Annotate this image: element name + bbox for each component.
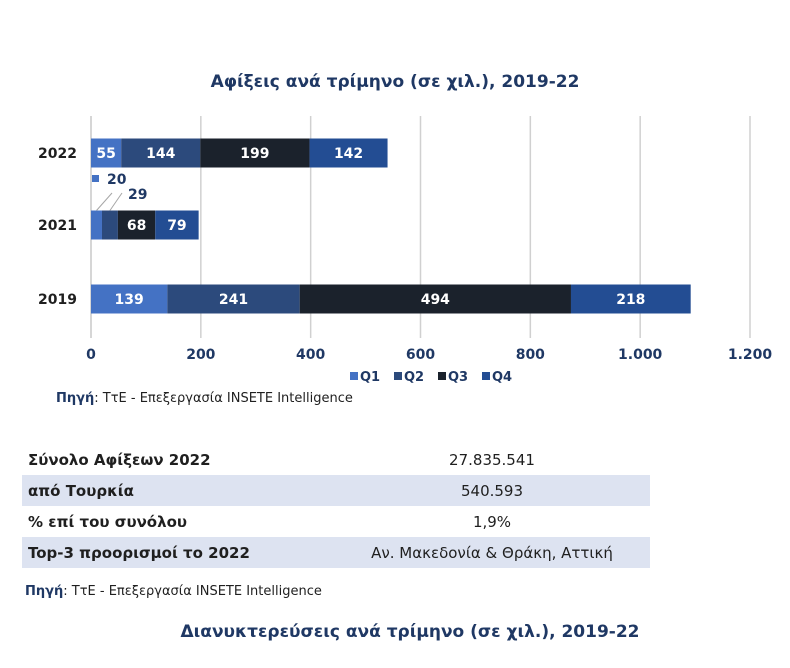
x-tick-label: 600 — [405, 347, 436, 363]
x-tick-label: 200 — [186, 347, 216, 363]
source-label: Πηγή — [25, 584, 64, 599]
x-tick-label: 400 — [296, 347, 326, 363]
summary-label: Top-3 προορισμοί το 2022 — [22, 537, 334, 568]
leader-line — [110, 193, 122, 211]
chart-title: Αφίξεις ανά τρίμηνο (σε χιλ.), 2019-22 — [210, 72, 580, 92]
source-text: : ΤτΕ - Επεξεργασία INSETE Intelligence — [63, 584, 322, 599]
table-row — [22, 506, 650, 537]
data-label: 68 — [126, 218, 147, 234]
summary-value: 27.835.541 — [449, 450, 535, 469]
x-tick-label: 800 — [515, 347, 545, 363]
legend-swatch — [394, 372, 402, 380]
x-tick-label: 1.200 — [727, 347, 773, 363]
source-text: : ΤτΕ - Επεξεργασία INSETE Intelligence — [94, 391, 353, 406]
source-label: Πηγή — [56, 391, 95, 406]
table-row — [22, 475, 650, 506]
category-label: 2021 — [38, 218, 77, 234]
legend-label: Q2 — [404, 370, 425, 385]
table-row — [22, 444, 650, 475]
data-label: 218 — [616, 292, 646, 308]
x-tick-label: 1.000 — [618, 347, 663, 363]
data-label: 20 — [107, 172, 127, 188]
summary-label: από Τουρκία — [22, 475, 334, 506]
category-label: 2022 — [38, 146, 77, 162]
data-label: 494 — [420, 292, 450, 308]
summary-value: 540.593 — [334, 475, 650, 506]
summary-value: Αν. Μακεδονία & Θράκη, Αττική — [334, 537, 650, 568]
legend-label: Q1 — [360, 370, 381, 385]
summary-table — [22, 444, 650, 568]
bar-q1 — [91, 211, 102, 240]
data-label: 139 — [114, 292, 144, 308]
next-chart-title: Διανυκτερεύσεις ανά τρίμηνο (σε χιλ.), 2019-22 — [180, 622, 640, 642]
data-label: 29 — [128, 187, 148, 203]
legend-label: Q4 — [492, 370, 513, 385]
data-label: 199 — [240, 146, 270, 162]
data-label: 241 — [218, 292, 249, 308]
data-label: 79 — [167, 218, 187, 234]
table-source — [25, 584, 322, 599]
chart-source — [56, 391, 353, 406]
legend-swatch — [438, 372, 446, 380]
legend-key-q1 — [92, 175, 99, 182]
data-label: 144 — [146, 146, 176, 162]
x-tick-label: 0 — [86, 347, 96, 363]
data-label: 55 — [96, 146, 116, 162]
legend-swatch — [482, 372, 490, 380]
summary-label: Σύνολο Αφίξεων 2022 — [28, 450, 211, 469]
category-label: 2019 — [38, 292, 77, 308]
legend-swatch — [350, 372, 358, 380]
legend-label: Q3 — [448, 370, 469, 385]
summary-value: 1,9% — [472, 512, 512, 531]
bar-q2 — [102, 211, 118, 240]
leader-line — [96, 193, 112, 211]
table-row — [22, 537, 650, 568]
data-label: 142 — [333, 146, 364, 162]
summary-label: % επί του συνόλου — [28, 512, 188, 531]
